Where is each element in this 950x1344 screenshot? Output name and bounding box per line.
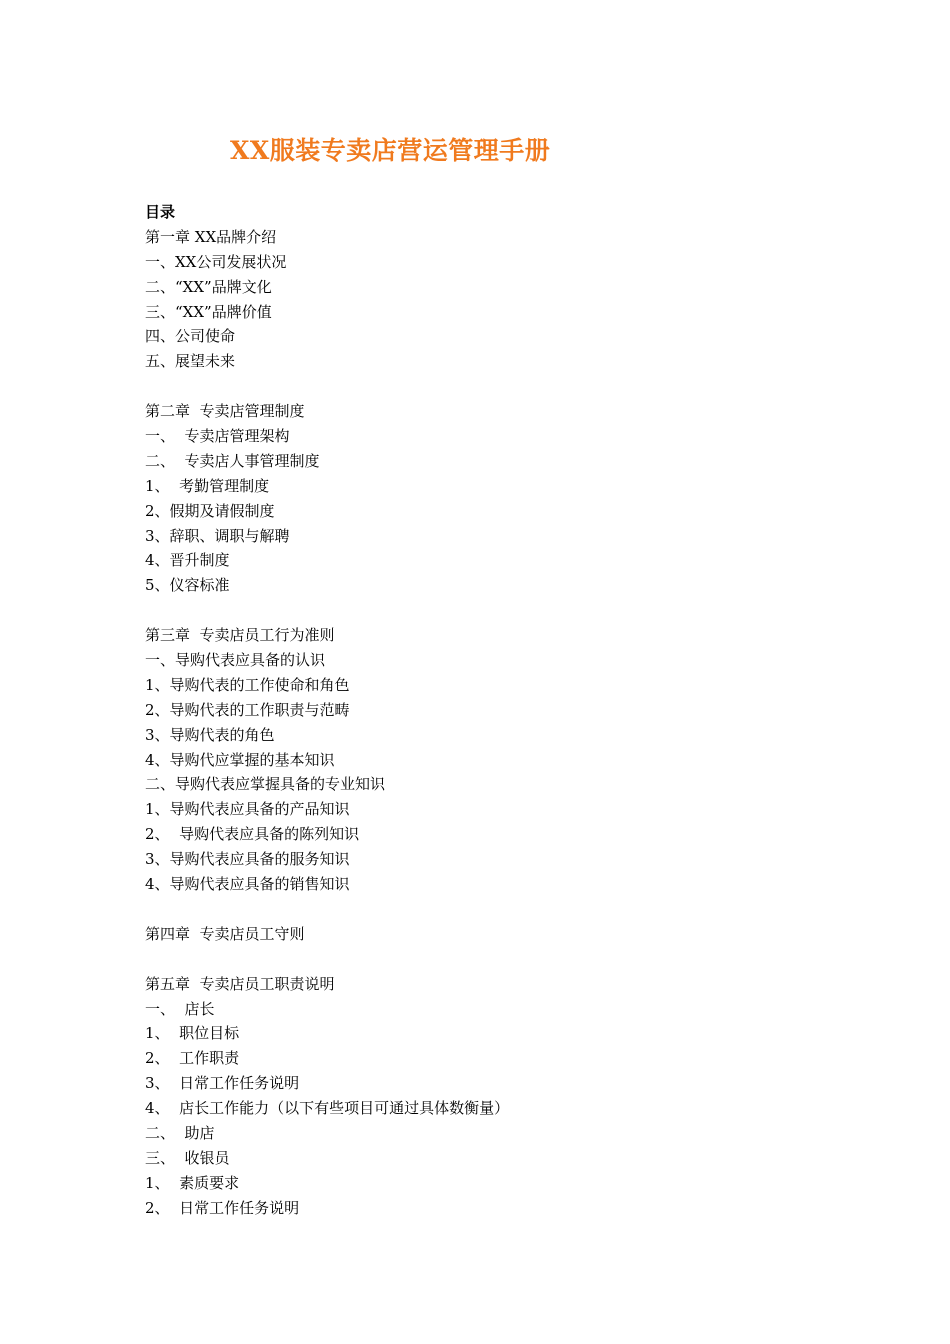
chapter-spacer — [145, 374, 845, 399]
toc-chapter-title: 第四章 专卖店员工守则 — [145, 924, 305, 943]
chapter-spacer — [145, 947, 845, 972]
toc-item: 一、 店长 — [145, 999, 215, 1018]
toc-item: 二、 助店 — [145, 1123, 215, 1142]
toc-heading: 目录 — [145, 203, 176, 221]
toc-item: 2、导购代表的工作职责与范畴 — [145, 700, 350, 719]
chapter-spacer — [145, 598, 845, 623]
toc-item: 三、 收银员 — [145, 1148, 230, 1167]
toc-item: 1、 素质要求 — [145, 1173, 240, 1192]
toc-item: 2、 日常工作任务说明 — [145, 1198, 300, 1217]
toc-item: 二、 专卖店人事管理制度 — [145, 451, 320, 470]
toc-chapter-title: 第五章 专卖店员工职责说明 — [145, 974, 335, 993]
toc-item: 4、晋升制度 — [145, 551, 230, 570]
toc-item: 二、“XX”品牌文化 — [145, 277, 272, 296]
toc-item: 3、辞职、调职与解聘 — [145, 526, 290, 545]
toc-item: 3、导购代表的角色 — [145, 725, 275, 744]
document-title: XX服装专卖店营运管理手册 — [230, 136, 551, 165]
toc-item: 2、 工作职责 — [145, 1049, 240, 1068]
toc-item: 一、导购代表应具备的认识 — [145, 651, 326, 670]
toc-item: 一、 专卖店管理架构 — [145, 427, 290, 446]
toc-item: 1、 考勤管理制度 — [145, 476, 270, 495]
toc-item: 四、公司使命 — [145, 327, 236, 346]
toc-item: 2、假期及请假制度 — [145, 501, 275, 520]
toc-chapter-title: 第一章 XX品牌介绍 — [145, 227, 277, 246]
toc-item: 五、展望未来 — [145, 352, 236, 371]
toc-item: 三、“XX”品牌价值 — [145, 302, 272, 321]
toc-item: 4、 店长工作能力（以下有些项目可通过具体数衡量） — [145, 1099, 510, 1118]
toc-item: 1、 职位目标 — [145, 1024, 240, 1043]
toc-item: 1、导购代表的工作使命和角色 — [145, 675, 350, 694]
toc-item: 3、 日常工作任务说明 — [145, 1074, 300, 1093]
toc-chapter-title: 第二章 专卖店管理制度 — [145, 402, 305, 421]
toc-item: 二、导购代表应掌握具备的专业知识 — [145, 775, 386, 794]
toc-item: 1、导购代表应具备的产品知识 — [145, 800, 350, 819]
toc-item: 一、XX公司发展状况 — [145, 252, 287, 271]
chapter-spacer — [145, 897, 845, 922]
toc-item: 4、导购代应掌握的基本知识 — [145, 750, 335, 769]
toc-item: 3、导购代表应具备的服务知识 — [145, 850, 350, 869]
table-of-contents — [145, 200, 845, 1221]
toc-chapter-title: 第三章 专卖店员工行为准则 — [145, 626, 335, 645]
toc-item: 4、导购代表应具备的销售知识 — [145, 875, 350, 894]
toc-item: 2、 导购代表应具备的陈列知识 — [145, 825, 360, 844]
toc-item: 5、仪容标准 — [145, 576, 230, 595]
